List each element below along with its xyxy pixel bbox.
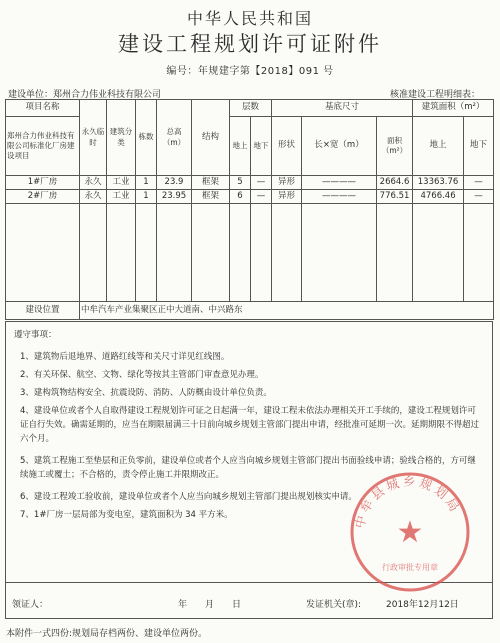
header-floor-area: 建筑面积（m²） (413, 100, 494, 117)
header-permanence: 永久临时 (80, 100, 107, 176)
note-item: 6、建设工程竣工验收前，建设单位或者个人应当向城乡规划主管部门提出规划核实申请。 (20, 492, 357, 502)
row-area-below: — (464, 190, 494, 204)
note-item: 2、有关环保、航空、文物、绿化等按其主管部门审查意见办理。 (20, 370, 264, 380)
row-name: 1#厂房 (6, 176, 80, 190)
seal-bottom-text: 行政审批专用章 (382, 563, 438, 572)
row-floors-below: — (251, 176, 272, 190)
header-floors-below: 地下 (251, 117, 272, 176)
note-item: 7、1#厂房一层局部为变电室，建筑面积为 34 平方米。 (20, 510, 233, 520)
row-floors-below: — (251, 190, 272, 204)
receive-date-blank: 年 月 日 (178, 600, 242, 610)
header-base-area: 面积（m²） (377, 117, 413, 176)
table-row (6, 190, 494, 204)
issuer-label: 发证机关(章): (306, 600, 362, 610)
star-icon: ★ (396, 515, 424, 550)
footer-note: 本附件一式四份:规划局存档两份、建设单位两份。 (6, 629, 208, 639)
issue-date: 2018年12月12日 (386, 600, 459, 610)
row-floors-above: 5 (230, 176, 251, 190)
blank-row (6, 204, 494, 302)
header-floors: 层数 (230, 100, 272, 117)
header-structure: 结构 (192, 100, 230, 176)
row-area-above: 13363.76 (413, 176, 464, 190)
row-name: 2#厂房 (6, 190, 80, 204)
project-details-table (5, 99, 494, 320)
row-count: 1 (136, 190, 157, 204)
table-row (6, 176, 494, 190)
row-height: 23.9 (157, 176, 192, 190)
header-category: 建筑分类 (107, 100, 136, 176)
document-title: 建设工程规划许可证附件 (118, 32, 382, 56)
note-item: 5、建筑工程施工至垫层和正负零前，建设单位或者个人应当向城乡规划主管部门提出书面验线申请；验线合格的，方可继续施工或覆土；不合格的，责令停止施工并限期改正。 (20, 456, 476, 480)
row-category: 工业 (107, 176, 136, 190)
row-structure: 框架 (192, 176, 230, 190)
row-shape: 异形 (272, 190, 302, 204)
location-label: 建设位置 (6, 302, 80, 320)
row-length-width: ———— (302, 176, 377, 190)
header-shape: 形状 (272, 117, 302, 176)
header-area-above: 地上 (413, 117, 464, 176)
note-item: 3、建构筑物结构安全、抗震设防、消防、人防概由设计单位负责。 (20, 388, 272, 398)
country-heading: 中华人民共和国 (186, 9, 313, 28)
header-project-name: 项目名称 (6, 100, 80, 117)
location-value: 中牟汽车产业集聚区正中大道南、中兴路东 (80, 302, 494, 320)
header-building-count: 栋数 (136, 100, 157, 176)
row-area-below: — (464, 176, 494, 190)
row-permanence: 永久 (80, 176, 107, 190)
header-floors-above: 地上 (230, 117, 251, 176)
document-number: 编号：年规建字第【2018】091 号 (166, 66, 334, 77)
notes-title: 遵守事项： (14, 330, 57, 340)
construction-unit: 建设单位：郑州合力伟业科技有限公司 (8, 90, 162, 100)
note-item: 4、建设单位或者个人自取得建设工程规划许可证之日起满一年，建设工程未依法办理相关开工手续的，建设工程规划许可证自行失效。确需延期的，应当在期限届满三十日前向城乡规划主管部门提出申请，经批准可延期一次。延期期限不得超过六个月。 (20, 406, 480, 444)
approved-details-label: 核准建设工程明细表： (389, 90, 480, 100)
row-area-above: 4766.46 (413, 190, 464, 204)
row-height: 23.95 (157, 190, 192, 204)
seal-text: 中牟县城乡规划局 (351, 473, 464, 530)
row-structure: 框架 (192, 190, 230, 204)
header-area-below: 地下 (464, 117, 494, 176)
row-permanence: 永久 (80, 190, 107, 204)
row-shape: 异形 (272, 176, 302, 190)
row-base-area: 2664.6 (377, 176, 413, 190)
signature-row (5, 583, 493, 619)
notes-section (5, 321, 493, 583)
row-count: 1 (136, 176, 157, 190)
project-name-value: 郑州合力伟业科技有限公司标准化厂房建设项目 (6, 117, 80, 176)
header-length-width: 长×宽（m） (302, 117, 377, 176)
note-item: 1、建筑物后退地界、道路红线等和关尺寸详见红线图。 (20, 352, 230, 362)
row-base-area: 776.51 (377, 190, 413, 204)
header-height: 总高（m） (157, 100, 192, 176)
row-floors-above: 6 (230, 190, 251, 204)
row-length-width: ———— (302, 190, 377, 204)
row-category: 工业 (107, 190, 136, 204)
receiver-label: 领证人： (12, 600, 49, 610)
header-base-size: 基底尺寸 (272, 100, 413, 117)
